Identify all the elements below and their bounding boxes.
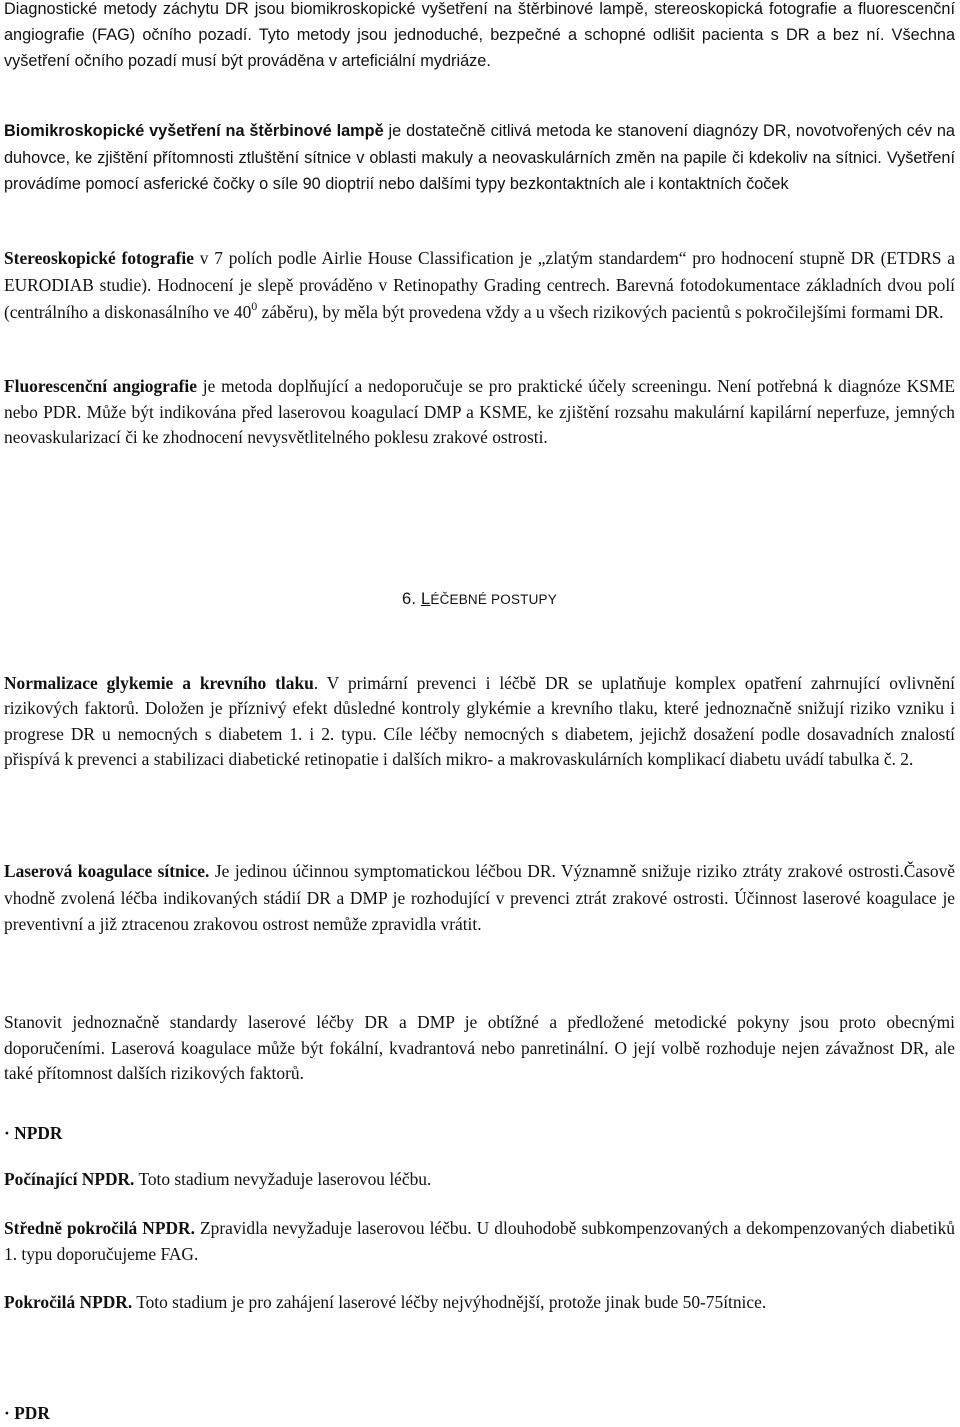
intro-paragraph [4,0,955,74]
npdr-heading: · NPDR [4,1123,63,1143]
section-title-initial: L [420,590,431,608]
laser-paragraph [4,858,955,938]
fluorescein-term: Fluorescenční angiografie [4,376,197,396]
moderate-npdr-paragraph [4,1215,955,1267]
stereo-photo-paragraph [4,245,955,326]
early-npdr-term: Počínající NPDR. [4,1169,135,1189]
advanced-npdr-term: Pokročilá NPDR. [4,1292,133,1312]
section-title-rest: ÉČEBNÉ POSTUPY [430,592,557,607]
intro-text: Diagnostické metody záchytu DR jsou biomikroskopické vyšetření na štěrbinové lampě, stereoskopická fotografie a fluorescenční angiografie (FAG) očního pozadí. Tyto metody jsou jednoduché, bezpečné a schopné odlišit pacienta s DR a bez ní. Všechna vyšetření očního pozadí musí být prováděna v arteficiální mydriáze. [4,0,955,70]
moderate-npdr-text: Zpravidla nevyžaduje laserovou léčbu. U dlouhodobě subkompenzovaných a dekompenzovaných diabetiků 1. typu doporučujeme FAG. [4,1218,955,1264]
biomicroscopy-text: je dostatečně citlivá metoda ke stanovení diagnózy DR, novotvořených cév na duhovce, ke zjištění přítomnosti ztluštění sítnice v oblasti makuly a neovaskulárních změn na papile či kdekoliv na sítnici. Vyšetření provádíme pomocí asferické čočky o síle 90 dioptrií nebo dalšími typy bezkontaktních ale i kontaktních čoček [4,122,955,193]
advanced-npdr-text: Toto stadium je pro zahájení laserové léčby nejvýhodnější, protože jinak bude 50-75ítnice. [132,1292,767,1312]
section-number: 6. [402,590,421,608]
laser-text: Je jedinou účinnou symptomatickou léčbou DR. Významně snižuje riziko ztráty zrakové ostrosti.Časově vhodně zvolená léčba indikovaných stádií DR a DMP je rozhodující v prevenci ztrát zrakové ostrosti. Účinnost laserové koagulace je preventivní a již ztracenou zrakovou ostrost nemůže zpravidla vrátit. [4,861,955,934]
laser-term: Laserová koagulace sítnice. [4,861,210,881]
early-npdr-text: Toto stadium nevyžaduje laserovou léčbu. [134,1169,432,1189]
degree-superscript: 0 [251,299,258,313]
stereo-photo-text-a: v 7 polích podle Airlie House Classification je „zlatým standardem“ pro hodnocení stupně DR (ETDRS a EURODIAB studie). Hodnocení je slepě prováděno v Retinopathy Grading centrech. Barevná fotodokumentace základních dvou polí (centrálního a diskonasálního ve 40 [4,248,955,322]
glycemia-paragraph [4,671,955,772]
advanced-npdr-paragraph [4,1289,955,1315]
moderate-npdr-term: Středně pokročilá NPDR. [4,1218,195,1238]
glycemia-text: . V primární prevenci i léčbě DR se uplatňuje komplex opatření zahrnující ovlivnění rizikových faktorů. Doložen je příznivý efekt důsledné kontroly glykémie a krevního tlaku, které jednoznačně snižují riziko vzniku i progrese DR u nemocných s diabetem 1. i 2. typu. Cíle léčby nemocných s diabetem, jejichž dosažení podle dosavadních znalostí přispívá k prevenci a stabilizaci diabetické retinopatie i dalších mikro- a makrovaskulárních komplikací diabetu uvádí tabulka č. 2. [4,673,955,769]
pdr-heading: · PDR [4,1403,50,1423]
standards-paragraph [4,1010,955,1087]
stereo-photo-text-b: záběru), by měla být provedena vždy a u všech rizikových pacientů s pokročilejšími formami DR. [257,302,944,322]
standards-text: Stanovit jednoznačně standardy laserové léčby DR a DMP je obtížné a předložené metodické pokyny jsou proto obecnými doporučeními. Laserová koagulace může být fokální, kvadrantová nebo panretinální. O její volbě rozhoduje nejen závažnost DR, ale také přítomnost dalších rizikových faktorů. [4,1012,955,1083]
glycemia-term: Normalizace glykemie a krevního tlaku [4,673,314,693]
fluorescein-paragraph [4,374,955,451]
section-heading [4,587,955,613]
biomicroscopy-paragraph [4,118,955,198]
stereo-photo-term: Stereoskopické fotografie [4,248,194,268]
early-npdr-paragraph [4,1167,955,1193]
biomicroscopy-term: Biomikroskopické vyšetření na štěrbinové lampě [4,122,384,140]
fluorescein-text: je metoda doplňující a nedoporučuje se pro praktické účely screeningu. Není potřebná k diagnóze KSME nebo PDR. Může být indikována před laserovou koagulací DMP a KSME, ke zjištění rozsahu makulární kapilární neperfuze, jemných neovaskularizací či ke zhodnocení nevysvětlitelného poklesu zrakové ostrosti. [4,376,956,448]
